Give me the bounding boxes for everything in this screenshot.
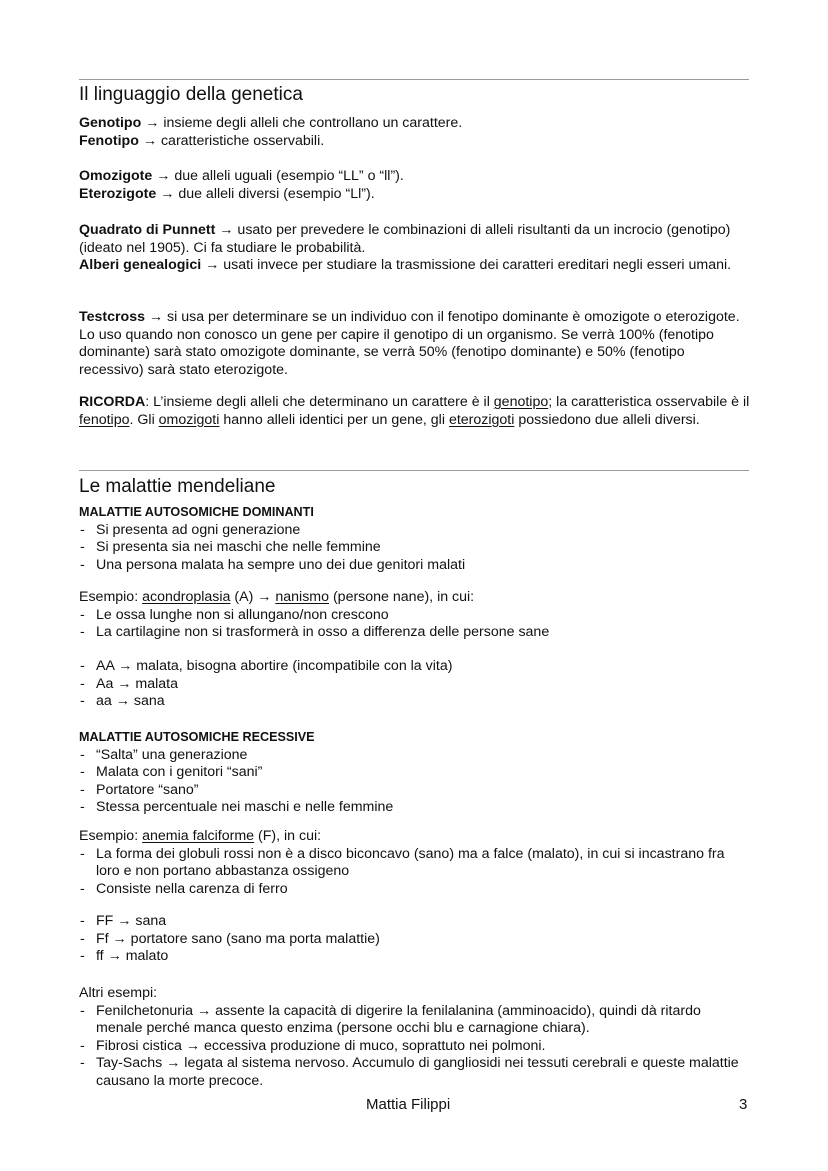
list-item: - Una persona malata ha sempre uno dei due genitori malati: [79, 557, 751, 575]
recessive-example-list: [79, 846, 751, 899]
list-item: - ff → malato: [79, 948, 751, 966]
definition-punnett: Quadrato di Punnett → usato per prevedere le combinazioni di alleli risultanti da un incrocio (genotipo) (ideato nel 1905). Ci fa studiare le probabilità.: [79, 222, 731, 256]
list-item: - aa → sana: [79, 693, 751, 711]
list-item: - Aa → malata: [79, 676, 751, 694]
list-item: - Stessa percentuale nei maschi e nelle femmine: [79, 799, 751, 817]
dominant-genotypes-block: [79, 658, 751, 711]
section-title-genetics: Il linguaggio della genetica: [79, 84, 303, 105]
recessive-block: [79, 729, 751, 817]
footer-page-number: 3: [739, 1096, 748, 1113]
list-item: - Fibrosi cistica → eccessiva produzione di muco, soprattuto nei polmoni.: [79, 1038, 751, 1056]
dominant-block: [79, 504, 751, 574]
other-examples-label: Altri esempi:: [79, 985, 158, 1001]
list-item: - Consiste nella carenza di ferro: [79, 881, 751, 899]
definition-fenotipo: Fenotipo → caratteristiche osservabili.: [79, 132, 325, 149]
recessive-heading: MALATTIE AUTOSOMICHE RECESSIVE: [79, 730, 315, 744]
list-item: - La cartilagine non si trasformerà in osso a differenza delle persone sane: [79, 624, 751, 642]
recessive-list: [79, 747, 751, 817]
list-item: - Le ossa lunghe non si allungano/non crescono: [79, 607, 751, 625]
definition-omozigote: Omozigote → due alleli uguali (esempio “LL” o “ll”).: [79, 168, 404, 184]
ricorda-block: [79, 394, 751, 429]
list-item: - Portatore “sano”: [79, 782, 751, 800]
definition-genotipo: Genotipo → insieme degli alleli che controllano un carattere.: [79, 115, 463, 131]
dominant-genotype-list: [79, 658, 751, 711]
footer-author: Mattia Filippi: [366, 1096, 451, 1113]
other-examples-block: [79, 985, 751, 1091]
definition-eterozigote: Eterozigote → due alleli diversi (esempio “Ll”).: [79, 185, 375, 202]
dominant-example-block: [79, 589, 751, 642]
list-item: - Tay-Sachs → legata al sistema nervoso. Accumulo di gangliosidi nei tessuti cerebrali e queste malattie causano la morte precoce.: [79, 1055, 751, 1090]
list-item: - “Salta” una generazione: [79, 747, 751, 765]
dominant-example: Esempio: acondroplasia (A) → nanismo (persone nane), in cui:: [79, 589, 475, 605]
recessive-example: Esempio: anemia falciforme (F), in cui:: [79, 828, 322, 844]
section-title-mendelian-diseases: Le malattie mendeliane: [79, 476, 276, 497]
recessive-genotype-list: [79, 913, 751, 966]
section-divider-middle: [79, 470, 749, 471]
dominant-list: [79, 522, 751, 575]
definition-alberi: Alberi genealogici → usati invece per studiare la trasmissione dei caratteri ereditari negli esseri umani.: [79, 257, 732, 274]
list-item: - La forma dei globuli rossi non è a disco biconcavo (sano) ma a falce (malato), in cui si incastrano fra loro e non portano abbastanza ossigeno: [79, 846, 751, 881]
dominant-example-list: [79, 607, 751, 642]
other-examples-list: [79, 1003, 751, 1091]
definitions-block: [79, 115, 751, 150]
recessive-genotypes-block: [79, 913, 751, 966]
list-item: - AA → malata, bisogna abortire (incompatibile con la vita): [79, 658, 751, 676]
list-item: - Ff → portatore sano (sano ma porta malattie): [79, 931, 751, 949]
definition-testcross: Testcross → si usa per determinare se un individuo con il fenotipo dominante è omozigote o eterozigote. Lo uso quando non conosco un gene per capire il genotipo di un organismo. Se verrà 100% (fenotipo dominante) sarà stato omozigote dominante, se verrà 50% (fenotipo dominante) e 50% (fenotipo recessivo) sarà stato eterozigote.: [79, 309, 740, 378]
ricorda-note: RICORDA: L’insieme degli alleli che determinano un carattere è il genotipo; la caratteristica osservabile è il fenotipo. Gli omozigoti hanno alleli identici per un gene, gli eterozigoti possiedono due alleli diversi.: [79, 394, 750, 428]
list-item: - Si presenta ad ogni generazione: [79, 522, 751, 540]
tools-block: [79, 222, 751, 275]
list-item: - FF → sana: [79, 913, 751, 931]
testcross-block: [79, 309, 751, 379]
zygosity-block: [79, 168, 751, 203]
list-item: - Fenilchetonuria → assente la capacità di digerire la fenilalanina (amminoacido), quindi dà ritardo menale perché manca questo enzima (persone occhi blu e carnagione chiara).: [79, 1003, 751, 1038]
section-divider-top: [79, 79, 749, 80]
list-item: - Si presenta sia nei maschi che nelle femmine: [79, 539, 751, 557]
list-item: - Malata con i genitori “sani”: [79, 764, 751, 782]
dominant-heading: MALATTIE AUTOSOMICHE DOMINANTI: [79, 505, 314, 519]
recessive-example-block: [79, 828, 751, 898]
